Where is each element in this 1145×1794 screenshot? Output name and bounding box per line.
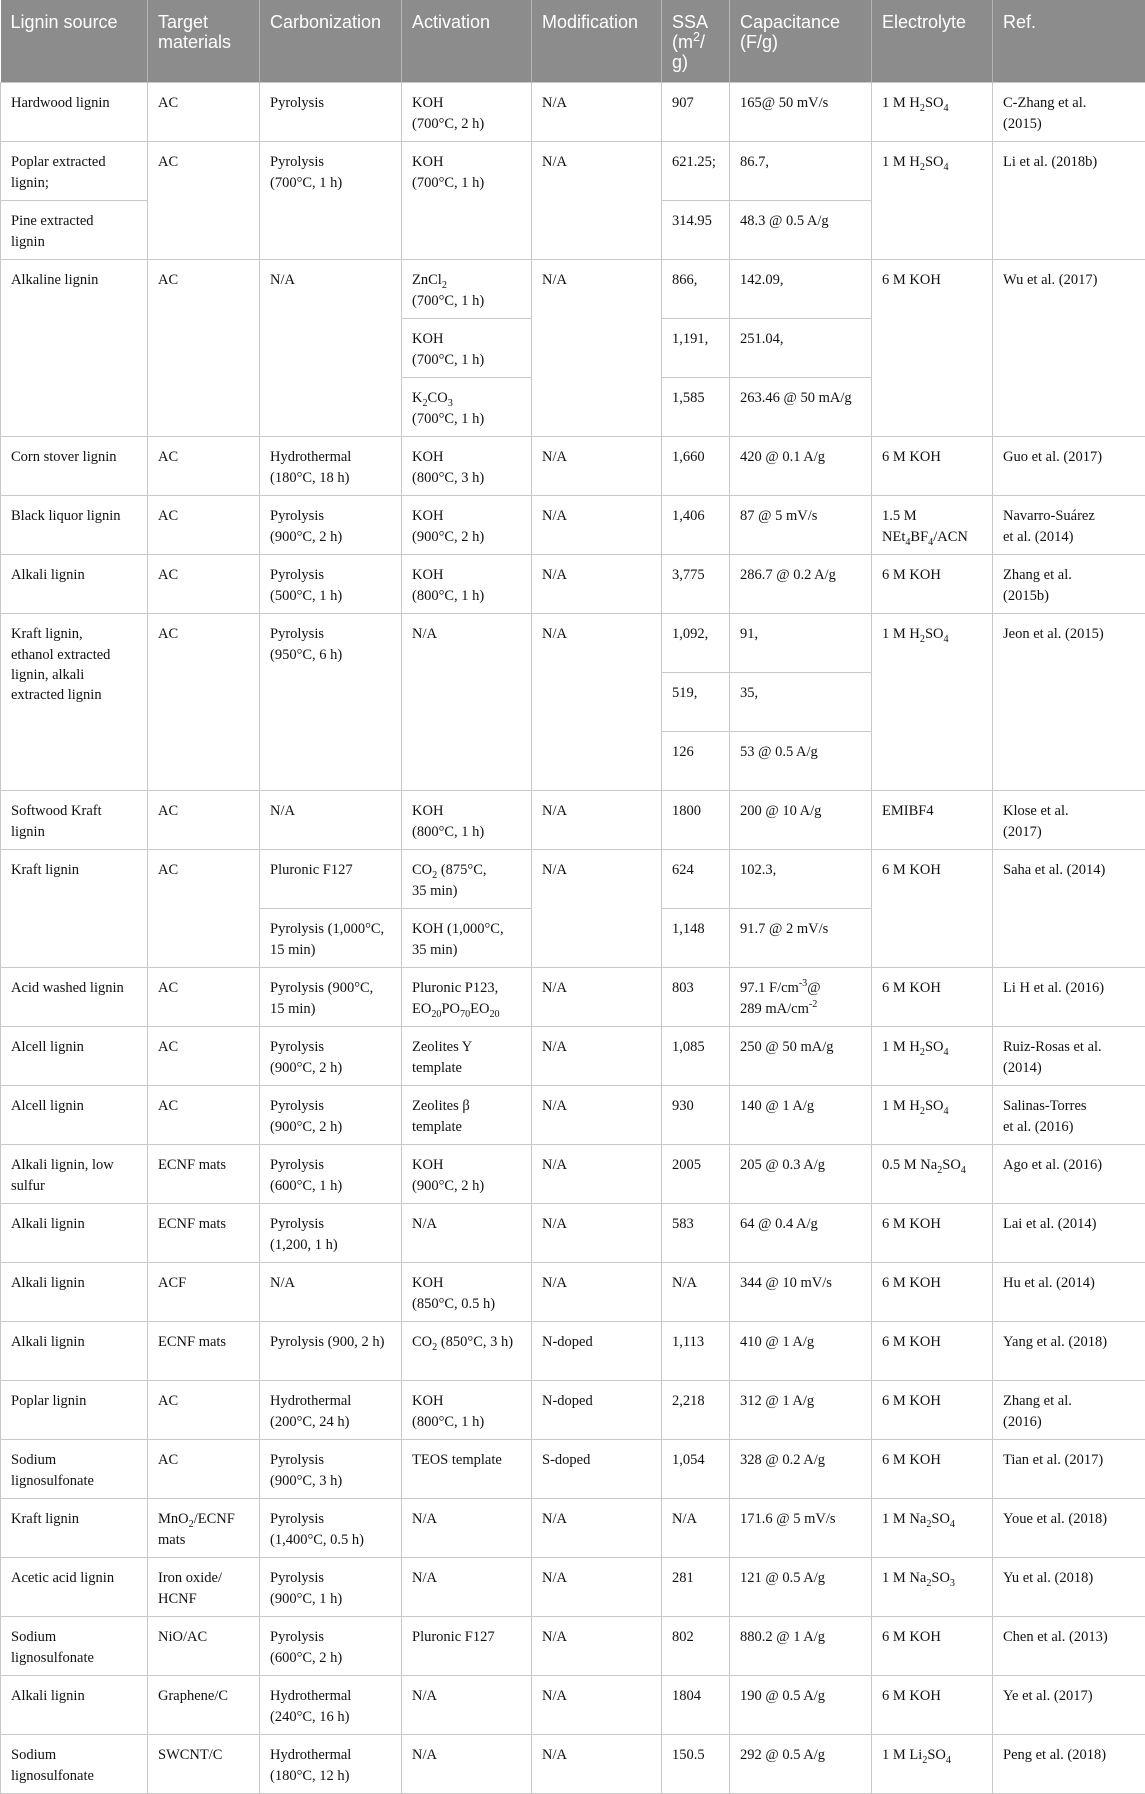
cell-carbonization: Pyrolysis (1,200, 1 h)	[260, 1204, 402, 1263]
cell-activation: $K_2CO_3$ (700°C, 1 h)	[402, 378, 532, 437]
cell-carbonization: Hydrothermal (180°C, 12 h)	[260, 1735, 402, 1794]
cell-capacitance: 87 @ 5 mV/s	[730, 496, 872, 555]
cell-modification: N/A	[532, 1027, 662, 1086]
cell-electrolyte: 6 M KOH	[872, 1676, 993, 1735]
cell-activation: KOH (800°C, 3 h)	[402, 437, 532, 496]
cell-capacitance: 251.04,	[730, 319, 872, 378]
cell-electrolyte: 6 M KOH	[872, 1440, 993, 1499]
header-capacitance: Capacitance (F/g)	[730, 0, 872, 83]
cell-ref: Yu et al. (2018)	[993, 1558, 1145, 1617]
cell-activation: KOH (700°C, 2 h)	[402, 83, 532, 142]
cell-electrolyte: 1 M $Na_2SO_4$	[872, 1499, 993, 1558]
cell-capacitance: 312 @ 1 A/g	[730, 1381, 872, 1440]
cell-activation: N/A	[402, 1558, 532, 1617]
cell-activation: KOH (1,000°C, 35 min)	[402, 909, 532, 968]
cell-electrolyte: 6 M KOH	[872, 1204, 993, 1263]
header-row	[1, 0, 1145, 83]
cell-activation: N/A	[402, 1204, 532, 1263]
cell-electrolyte: 6 M KOH	[872, 437, 993, 496]
cell-activation: KOH (850°C, 0.5 h)	[402, 1263, 532, 1322]
cell-electrolyte: 6 M KOH	[872, 1617, 993, 1676]
cell-lignin-source: Alcell lignin	[1, 1027, 148, 1086]
cell-lignin-source: Kraft lignin	[1, 850, 148, 968]
cell-ssa: 314.95	[662, 201, 730, 260]
header-modification: Modification	[532, 0, 662, 83]
cell-modification: N/A	[532, 850, 662, 968]
cell-target-material: ECNF mats	[148, 1322, 260, 1381]
table-row	[1, 1263, 1145, 1322]
cell-capacitance: 64 @ 0.4 A/g	[730, 1204, 872, 1263]
cell-modification: N/A	[532, 1676, 662, 1735]
cell-ref: Peng et al. (2018)	[993, 1735, 1145, 1794]
table-row	[1, 1204, 1145, 1263]
cell-ssa: 803	[662, 968, 730, 1027]
cell-activation: N/A	[402, 614, 532, 791]
table-row	[1, 1617, 1145, 1676]
cell-ref: Zhang et al. (2015b)	[993, 555, 1145, 614]
cell-capacitance: 344 @ 10 mV/s	[730, 1263, 872, 1322]
table-row	[1, 83, 1145, 142]
cell-lignin-source: Sodium lignosulfonate	[1, 1735, 148, 1794]
cell-modification: N/A	[532, 437, 662, 496]
cell-carbonization: Hydrothermal (180°C, 18 h)	[260, 437, 402, 496]
cell-lignin-source: Alkali lignin	[1, 1676, 148, 1735]
table-row	[1, 1558, 1145, 1617]
cell-lignin-source: Sodium lignosulfonate	[1, 1617, 148, 1676]
table-row	[1, 1735, 1145, 1794]
cell-modification: N/A	[532, 496, 662, 555]
cell-electrolyte: 1 M $H_2SO_4$	[872, 1086, 993, 1145]
cell-activation: N/A	[402, 1735, 532, 1794]
cell-ssa: 1,092,	[662, 614, 730, 673]
cell-electrolyte: 1 M $H_2SO_4$	[872, 1027, 993, 1086]
cell-modification: N/A	[532, 1263, 662, 1322]
table-row	[1, 1676, 1145, 1735]
cell-modification: N/A	[532, 1617, 662, 1676]
cell-carbonization: Pyrolysis (900°C, 2 h)	[260, 1027, 402, 1086]
cell-electrolyte: 6 M KOH	[872, 1322, 993, 1381]
cell-carbonization: Pyrolysis (1,000°C, 15 min)	[260, 909, 402, 968]
cell-ssa: 621.25;	[662, 142, 730, 201]
cell-capacitance: 250 @ 50 mA/g	[730, 1027, 872, 1086]
cell-lignin-source: Alkali lignin	[1, 555, 148, 614]
cell-capacitance: 328 @ 0.2 A/g	[730, 1440, 872, 1499]
cell-carbonization: Pyrolysis (950°C, 6 h)	[260, 614, 402, 791]
cell-carbonization: N/A	[260, 1263, 402, 1322]
cell-target-material: AC	[148, 496, 260, 555]
cell-target-material: ECNF mats	[148, 1145, 260, 1204]
cell-activation: N/A	[402, 1676, 532, 1735]
cell-target-material: AC	[148, 437, 260, 496]
cell-lignin-source: Alkali lignin, low sulfur	[1, 1145, 148, 1204]
table-row	[1, 142, 1145, 201]
header-activation: Activation	[402, 0, 532, 83]
table-header	[1, 0, 1145, 83]
table-row	[1, 1381, 1145, 1440]
cell-carbonization: N/A	[260, 791, 402, 850]
cell-target-material: Iron oxide/ HCNF	[148, 1558, 260, 1617]
cell-target-material: AC	[148, 555, 260, 614]
cell-modification: N/A	[532, 1145, 662, 1204]
cell-electrolyte: 6 M KOH	[872, 260, 993, 437]
cell-activation: N/A	[402, 1499, 532, 1558]
cell-modification: N/A	[532, 142, 662, 260]
cell-activation: Pluronic P123, $EO_{20}PO_{70}EO_{20}$	[402, 968, 532, 1027]
cell-modification: N/A	[532, 1086, 662, 1145]
cell-ssa: N/A	[662, 1499, 730, 1558]
cell-lignin-source: Alkaline lignin	[1, 260, 148, 437]
cell-target-material: AC	[148, 83, 260, 142]
cell-modification: S-doped	[532, 1440, 662, 1499]
header-lignin-source: Lignin source	[1, 0, 148, 83]
cell-ref: Yang et al. (2018)	[993, 1322, 1145, 1381]
cell-ref: Ago et al. (2016)	[993, 1145, 1145, 1204]
cell-ssa: 1800	[662, 791, 730, 850]
cell-modification: N/A	[532, 1558, 662, 1617]
cell-lignin-source: Poplar extracted lignin;	[1, 142, 148, 201]
cell-ssa: 624	[662, 850, 730, 909]
cell-carbonization: Pyrolysis (700°C, 1 h)	[260, 142, 402, 260]
cell-ssa: 1,406	[662, 496, 730, 555]
table-row	[1, 968, 1145, 1027]
cell-electrolyte: 0.5 M $Na_2SO_4$	[872, 1145, 993, 1204]
cell-carbonization: Pyrolysis (900°C, 2 h)	[260, 1086, 402, 1145]
table-row	[1, 555, 1145, 614]
cell-ssa: 1804	[662, 1676, 730, 1735]
cell-target-material: ACF	[148, 1263, 260, 1322]
cell-target-material: ECNF mats	[148, 1204, 260, 1263]
cell-modification: N/A	[532, 260, 662, 437]
cell-carbonization: Pyrolysis (900°C, 2 h)	[260, 496, 402, 555]
cell-activation: Pluronic F127	[402, 1617, 532, 1676]
cell-modification: N/A	[532, 614, 662, 791]
cell-target-material: Graphene/C	[148, 1676, 260, 1735]
cell-ssa: 519,	[662, 673, 730, 732]
cell-electrolyte: 6 M KOH	[872, 555, 993, 614]
cell-ref: Hu et al. (2014)	[993, 1263, 1145, 1322]
cell-carbonization: Pyrolysis (1,400°C, 0.5 h)	[260, 1499, 402, 1558]
cell-lignin-source: Kraft lignin	[1, 1499, 148, 1558]
cell-capacitance: 165@ 50 mV/s	[730, 83, 872, 142]
cell-target-material: AC	[148, 968, 260, 1027]
cell-lignin-source: Acid washed lignin	[1, 968, 148, 1027]
cell-activation: Zeolites β template	[402, 1086, 532, 1145]
cell-modification: N/A	[532, 1204, 662, 1263]
cell-ref: Zhang et al. (2016)	[993, 1381, 1145, 1440]
cell-target-material: AC	[148, 260, 260, 437]
cell-carbonization: Pyrolysis (600°C, 1 h)	[260, 1145, 402, 1204]
cell-capacitance: 171.6 @ 5 mV/s	[730, 1499, 872, 1558]
cell-ssa: 1,054	[662, 1440, 730, 1499]
cell-activation: KOH (800°C, 1 h)	[402, 791, 532, 850]
cell-electrolyte: 1 M $H_2SO_4$	[872, 142, 993, 260]
cell-capacitance: 292 @ 0.5 A/g	[730, 1735, 872, 1794]
cell-capacitance: 263.46 @ 50 mA/g	[730, 378, 872, 437]
cell-lignin-source: Kraft lignin, ethanol extracted lignin, alkali extracted lignin	[1, 614, 148, 791]
cell-lignin-source: Poplar lignin	[1, 1381, 148, 1440]
cell-ssa: 281	[662, 1558, 730, 1617]
cell-capacitance: 420 @ 0.1 A/g	[730, 437, 872, 496]
cell-lignin-source: Black liquor lignin	[1, 496, 148, 555]
cell-activation: KOH (800°C, 1 h)	[402, 1381, 532, 1440]
cell-lignin-source: Pine extracted lignin	[1, 201, 148, 260]
table-row	[1, 260, 1145, 319]
cell-ref: Navarro-Suárez et al. (2014)	[993, 496, 1145, 555]
header-carbonization: Carbonization	[260, 0, 402, 83]
cell-modification: N/A	[532, 968, 662, 1027]
cell-activation: ZnCl$_2$ (700°C, 1 h)	[402, 260, 532, 319]
cell-capacitance: 142.09,	[730, 260, 872, 319]
cell-lignin-source: Alkali lignin	[1, 1322, 148, 1381]
cell-ssa: 907	[662, 83, 730, 142]
cell-capacitance: 190 @ 0.5 A/g	[730, 1676, 872, 1735]
header-ssa: SSA ($m^2/$ g)	[662, 0, 730, 83]
cell-electrolyte: 1.5 M $NEt_4BF_4$/ACN	[872, 496, 993, 555]
cell-ref: Wu et al. (2017)	[993, 260, 1145, 437]
cell-target-material: AC	[148, 791, 260, 850]
cell-carbonization: Hydrothermal (200°C, 24 h)	[260, 1381, 402, 1440]
cell-capacitance: 286.7 @ 0.2 A/g	[730, 555, 872, 614]
cell-carbonization: Pyrolysis (900°C, 3 h)	[260, 1440, 402, 1499]
cell-ssa: 583	[662, 1204, 730, 1263]
table-row	[1, 791, 1145, 850]
cell-lignin-source: Corn stover lignin	[1, 437, 148, 496]
cell-carbonization: N/A	[260, 260, 402, 437]
cell-lignin-source: Alcell lignin	[1, 1086, 148, 1145]
cell-activation: KOH (900°C, 2 h)	[402, 1145, 532, 1204]
header-ref: Ref.	[993, 0, 1145, 83]
cell-electrolyte: 1 M $H_2SO_4$	[872, 614, 993, 791]
cell-electrolyte: 1 M $Li_2SO_4$	[872, 1735, 993, 1794]
cell-ssa: 930	[662, 1086, 730, 1145]
cell-lignin-source: Softwood Kraft lignin	[1, 791, 148, 850]
cell-ssa: 2005	[662, 1145, 730, 1204]
cell-ref: Salinas-Torres et al. (2016)	[993, 1086, 1145, 1145]
cell-lignin-source: Hardwood lignin	[1, 83, 148, 142]
cell-electrolyte: 6 M KOH	[872, 1381, 993, 1440]
cell-capacitance: 91,	[730, 614, 872, 673]
cell-target-material: AC	[148, 142, 260, 260]
table-row	[1, 1145, 1145, 1204]
cell-carbonization: Pyrolysis (900, 2 h)	[260, 1322, 402, 1381]
cell-capacitance: 53 @ 0.5 A/g	[730, 732, 872, 791]
cell-carbonization: Pyrolysis (600°C, 2 h)	[260, 1617, 402, 1676]
header-electrolyte: Electrolyte	[872, 0, 993, 83]
cell-activation: TEOS template	[402, 1440, 532, 1499]
cell-modification: N/A	[532, 83, 662, 142]
table-row	[1, 1499, 1145, 1558]
cell-ssa: 3,775	[662, 555, 730, 614]
cell-modification: N/A	[532, 1499, 662, 1558]
table-row	[1, 496, 1145, 555]
table-row	[1, 1027, 1145, 1086]
cell-target-material: NiO/AC	[148, 1617, 260, 1676]
cell-electrolyte: 6 M KOH	[872, 1263, 993, 1322]
cell-lignin-source: Alkali lignin	[1, 1263, 148, 1322]
cell-ssa: 866,	[662, 260, 730, 319]
cell-capacitance: 140 @ 1 A/g	[730, 1086, 872, 1145]
cell-ssa: 150.5	[662, 1735, 730, 1794]
header-target-materials: Target materials	[148, 0, 260, 83]
cell-ref: Chen et al. (2013)	[993, 1617, 1145, 1676]
cell-electrolyte: 6 M KOH	[872, 850, 993, 968]
cell-capacitance: 97.1 $F/cm^{-3}@$ 289 $mA/cm^{-2}$	[730, 968, 872, 1027]
cell-carbonization: Pyrolysis (500°C, 1 h)	[260, 555, 402, 614]
cell-capacitance: 200 @ 10 A/g	[730, 791, 872, 850]
cell-ssa: 802	[662, 1617, 730, 1676]
cell-electrolyte: EMIBF4	[872, 791, 993, 850]
cell-ref: Lai et al. (2014)	[993, 1204, 1145, 1263]
cell-ssa: 1,113	[662, 1322, 730, 1381]
cell-electrolyte: 6 M KOH	[872, 968, 993, 1027]
cell-capacitance: 86.7,	[730, 142, 872, 201]
cell-ref: Saha et al. (2014)	[993, 850, 1145, 968]
cell-ref: Li et al. (2018b)	[993, 142, 1145, 260]
cell-carbonization: Pluronic F127	[260, 850, 402, 909]
cell-ssa: 1,148	[662, 909, 730, 968]
cell-target-material: AC	[148, 1440, 260, 1499]
cell-ssa: N/A	[662, 1263, 730, 1322]
cell-activation: Zeolites Y template	[402, 1027, 532, 1086]
cell-ssa: 2,218	[662, 1381, 730, 1440]
cell-lignin-source: Alkali lignin	[1, 1204, 148, 1263]
cell-carbonization: Pyrolysis (900°C, 1 h)	[260, 1558, 402, 1617]
cell-modification: N/A	[532, 791, 662, 850]
cell-carbonization: Pyrolysis	[260, 83, 402, 142]
cell-activation: $CO_2$ (875°C, 35 min)	[402, 850, 532, 909]
table-row	[1, 850, 1145, 909]
cell-ref: Ruiz-Rosas et al. (2014)	[993, 1027, 1145, 1086]
cell-ref: Guo et al. (2017)	[993, 437, 1145, 496]
cell-ref: Ye et al. (2017)	[993, 1676, 1145, 1735]
cell-modification: N-doped	[532, 1381, 662, 1440]
cell-activation: KOH (900°C, 2 h)	[402, 496, 532, 555]
cell-capacitance: 121 @ 0.5 A/g	[730, 1558, 872, 1617]
cell-modification: N-doped	[532, 1322, 662, 1381]
cell-ssa: 1,191,	[662, 319, 730, 378]
cell-capacitance: 205 @ 0.3 A/g	[730, 1145, 872, 1204]
cell-ssa: 1,660	[662, 437, 730, 496]
cell-target-material: AC	[148, 614, 260, 791]
cell-ref: Youe et al. (2018)	[993, 1499, 1145, 1558]
cell-target-material: MnO$_2$/ECNF mats	[148, 1499, 260, 1558]
cell-target-material: AC	[148, 850, 260, 968]
cell-target-material: AC	[148, 1027, 260, 1086]
cell-activation: $CO_2$ (850°C, 3 h)	[402, 1322, 532, 1381]
cell-activation: KOH (700°C, 1 h)	[402, 319, 532, 378]
cell-target-material: AC	[148, 1086, 260, 1145]
cell-electrolyte: 1 M $Na_2SO_3$	[872, 1558, 993, 1617]
cell-capacitance: 48.3 @ 0.5 A/g	[730, 201, 872, 260]
cell-carbonization: Pyrolysis (900°C, 15 min)	[260, 968, 402, 1027]
cell-capacitance: 102.3,	[730, 850, 872, 909]
cell-carbonization: Hydrothermal (240°C, 16 h)	[260, 1676, 402, 1735]
cell-ref: Li H et al. (2016)	[993, 968, 1145, 1027]
table-row	[1, 1086, 1145, 1145]
cell-ssa: 1,585	[662, 378, 730, 437]
cell-ref: Klose et al. (2017)	[993, 791, 1145, 850]
cell-ref: Tian et al. (2017)	[993, 1440, 1145, 1499]
table-row	[1, 1440, 1145, 1499]
cell-modification: N/A	[532, 555, 662, 614]
cell-capacitance: 35,	[730, 673, 872, 732]
cell-target-material: AC	[148, 1381, 260, 1440]
cell-capacitance: 410 @ 1 A/g	[730, 1322, 872, 1381]
cell-modification: N/A	[532, 1735, 662, 1794]
table-row	[1, 437, 1145, 496]
cell-lignin-source: Acetic acid lignin	[1, 1558, 148, 1617]
table-row	[1, 614, 1145, 673]
cell-ssa: 1,085	[662, 1027, 730, 1086]
cell-ref: C-Zhang et al. (2015)	[993, 83, 1145, 142]
cell-capacitance: 880.2 @ 1 A/g	[730, 1617, 872, 1676]
table-body	[1, 83, 1145, 1794]
cell-activation: KOH (800°C, 1 h)	[402, 555, 532, 614]
cell-activation: KOH (700°C, 1 h)	[402, 142, 532, 260]
cell-ssa: 126	[662, 732, 730, 791]
cell-target-material: SWCNT/C	[148, 1735, 260, 1794]
cell-lignin-source: Sodium lignosulfonate	[1, 1440, 148, 1499]
cell-ref: Jeon et al. (2015)	[993, 614, 1145, 791]
cell-electrolyte: 1 M $H_2SO_4$	[872, 83, 993, 142]
cell-capacitance: 91.7 @ 2 mV/s	[730, 909, 872, 968]
table-row	[1, 1322, 1145, 1381]
